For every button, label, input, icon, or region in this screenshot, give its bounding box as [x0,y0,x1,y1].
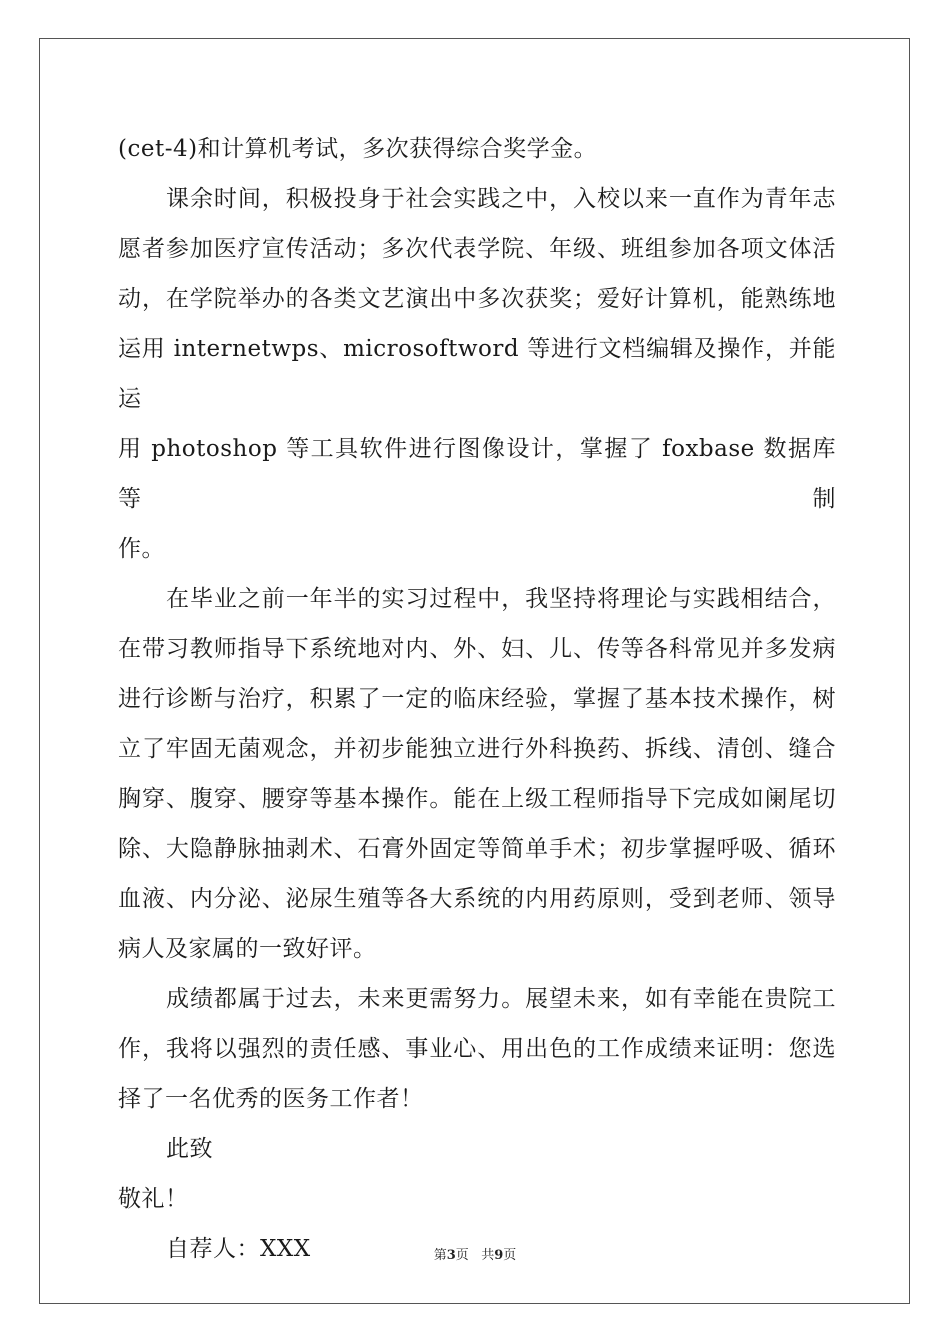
paragraph-line: 在毕业之前一年半的实习过程中，我坚持将理论与实践相结合， [166,586,836,612]
document-body [118,124,836,1274]
page-footer [0,1244,950,1263]
footer-page-prefix: 第 [433,1248,447,1263]
paragraph-line: (cet-4)和计算机考试，多次获得综合奖学金。 [118,136,598,162]
paragraph-line: 除、大隐静脉抽剥术、石膏外固定等简单手术；初步掌握呼吸、循环 [118,836,836,862]
paragraph [118,574,836,974]
paragraph-line: 病人及家属的一致好评。 [118,936,377,962]
paragraph-line: 动，在学院举办的各类文艺演出中多次获奖；爱好计算机，能熟练地 [118,286,836,312]
paragraph-line: 胸穿、腹穿、腰穿等基本操作。能在上级工程师指导下完成如阑尾切 [118,786,836,812]
footer-total-pages: 9 [494,1248,504,1263]
paragraph [118,974,836,1124]
paragraph-line: 在带习教师指导下系统地对内、外、妇、儿、传等各科常见并多发病 [118,636,836,662]
paragraph-line: 择了一名优秀的医务工作者！ [118,1086,424,1112]
paragraph-line: 课余时间，积极投身于社会实践之中，入校以来一直作为青年志 [166,186,836,212]
paragraph [118,174,836,574]
signature: 自荐人：XXX [166,1236,311,1262]
footer-total-prefix: 共 [481,1248,495,1263]
paragraph-line: 血液、内分泌、泌尿生殖等各大系统的内用药原则，受到老师、领导 [118,886,836,912]
paragraph-line: 成绩都属于过去，未来更需努力。展望未来，如有幸能在贵院工 [166,986,836,1012]
paragraph-line: 用 photoshop 等工具软件进行图像设计，掌握了 foxbase 数据库等制 [118,436,836,512]
footer-page-suffix: 页 [455,1248,469,1263]
footer-total-suffix: 页 [503,1248,517,1263]
paragraph-line: 作，我将以强烈的责任感、事业心、用出色的工作成绩来证明：您选 [118,1036,836,1062]
paragraph-line: 立了牢固无菌观念，并初步能独立进行外科换药、拆线、清创、缝合 [118,736,836,762]
paragraph-line: 运用 internetwps、microsoftword 等进行文档编辑及操作，并能运 [118,336,836,412]
footer-current-page: 3 [446,1248,456,1263]
paragraph-line: 作。 [118,536,165,562]
paragraph [118,124,836,174]
paragraph-line: 进行诊断与治疗，积累了一定的临床经验，掌握了基本技术操作，树 [118,686,836,712]
paragraph-line: 愿者参加医疗宣传活动；多次代表学院、年级、班组参加各项文体活 [118,236,836,262]
closing-regards: 敬礼！ [118,1186,189,1212]
closing-salutation: 此致 [166,1136,213,1162]
